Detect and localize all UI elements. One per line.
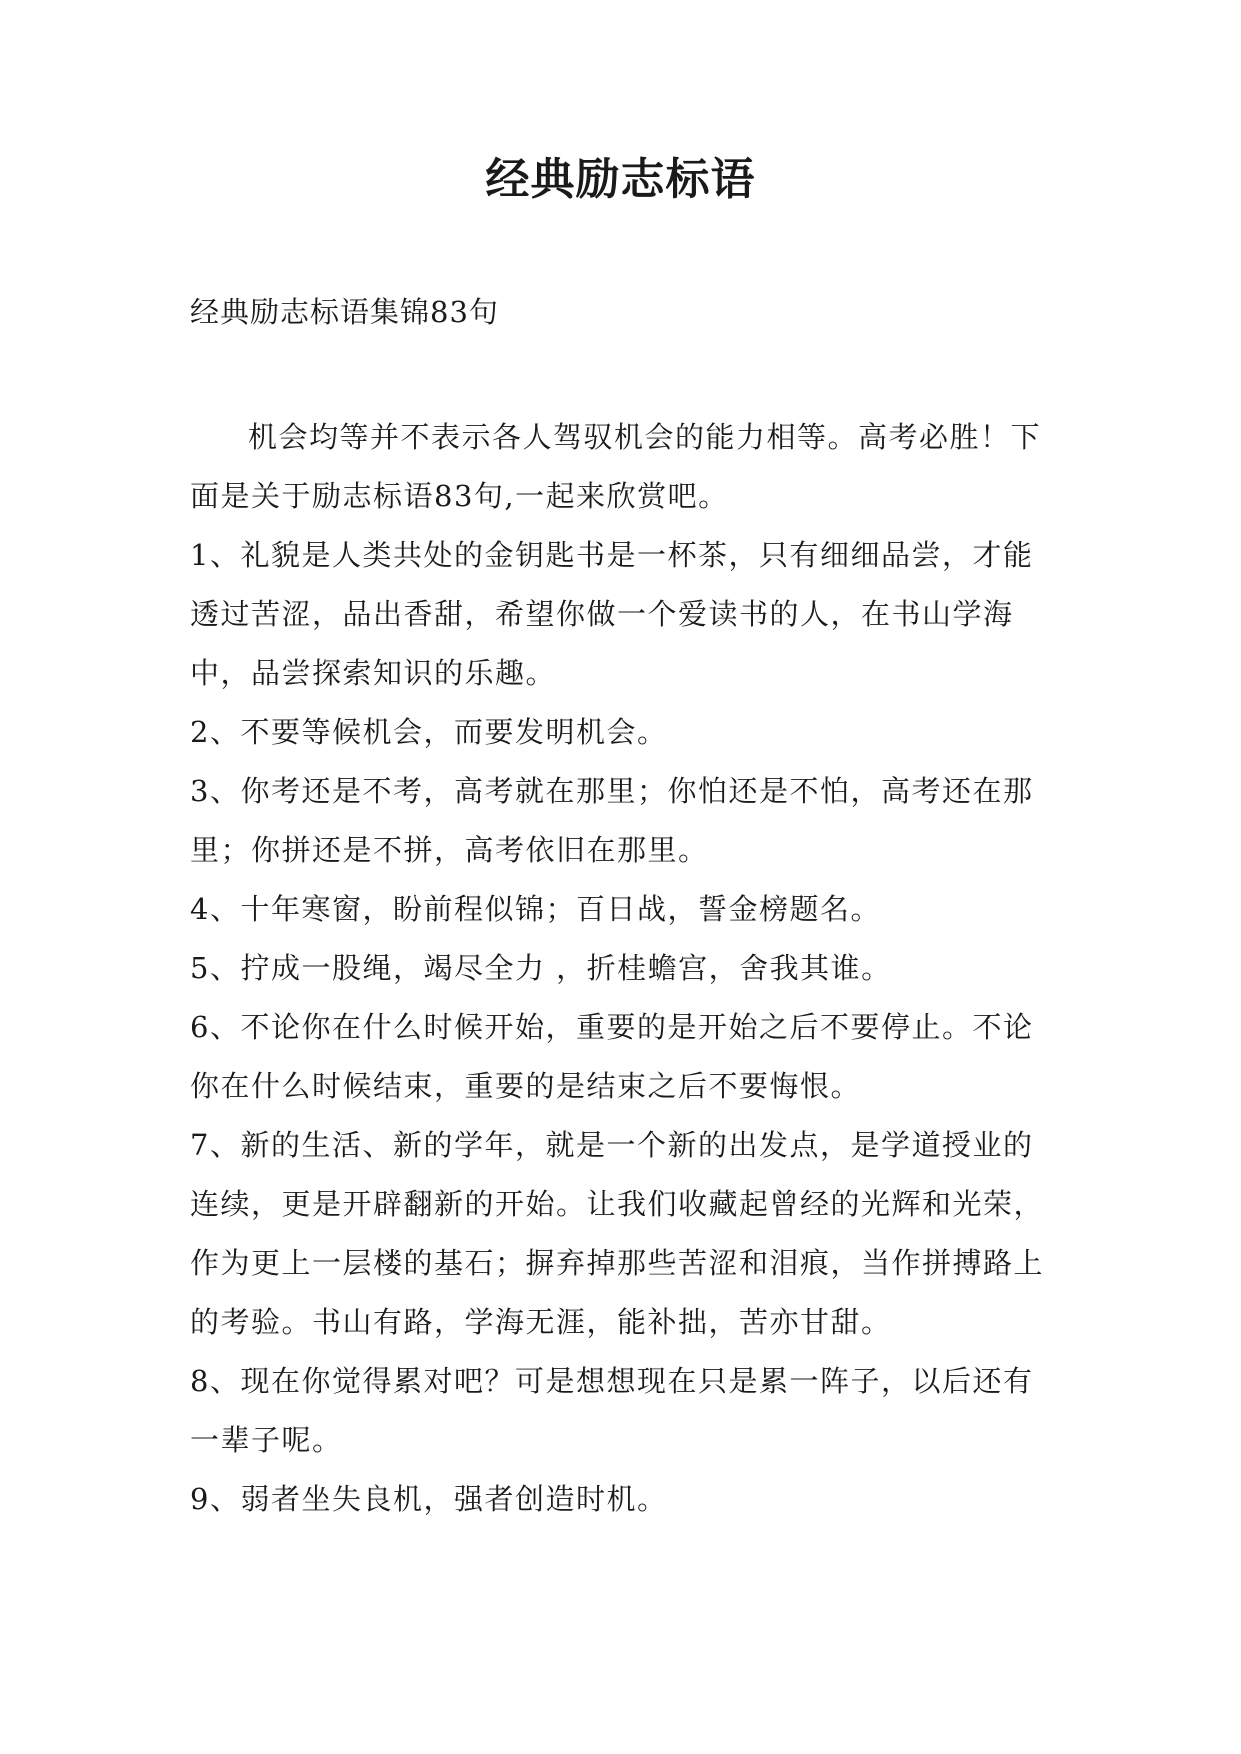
list-item: 6、不论你在什么时候开始，重要的是开始之后不要停止。不论你在什么时候结束，重要的是结束之后不要悔恨。 (190, 1010, 1034, 1103)
list-item: 1、礼貌是人类共处的金钥匙书是一杯茶，只有细细品尝，才能透过苦涩，品出香甜，希望你做一个爱读书的人，在书山学海中，品尝探索知识的乐趣。 (190, 538, 1034, 690)
document-body (190, 408, 1062, 1529)
list-item: 2、不要等候机会，而要发明机会。 (190, 715, 668, 749)
list-item: 7、新的生活、新的学年，就是一个新的出发点，是学道授业的连续，更是开辟翻新的开始。让我们收藏起曾经的光辉和光荣，作为更上一层楼的基石；摒弃掉那些苦涩和泪痕，当作拼搏路上的考验。书山有路，学海无涯，能补拙，苦亦甘甜。 (190, 1128, 1045, 1339)
document-subtitle: 经典励志标语集锦83句 (190, 295, 499, 329)
list-item: 9、弱者坐失良机，强者创造时机。 (190, 1482, 668, 1516)
document-title: 经典励志标语 (485, 154, 756, 205)
list-item: 3、你考还是不考，高考就在那里；你怕还是不怕，高考还在那里；你拼还是不拼，高考依旧在那里。 (190, 774, 1034, 867)
list-item: 4、十年寒窗，盼前程似锦；百日战，誓金榜题名。 (190, 892, 881, 926)
list-item: 5、拧成一股绳，竭尽全力 ，折桂蟾宫，舍我其谁。 (190, 951, 892, 985)
list-item: 8、现在你觉得累对吧？可是想想现在只是累一阵子，以后还有一辈子呢。 (190, 1364, 1034, 1457)
intro-paragraph: 机会均等并不表示各人驾驭机会的能力相等。高考必胜！下面是关于励志标语83句,一起来欣赏吧。 (190, 420, 1042, 513)
